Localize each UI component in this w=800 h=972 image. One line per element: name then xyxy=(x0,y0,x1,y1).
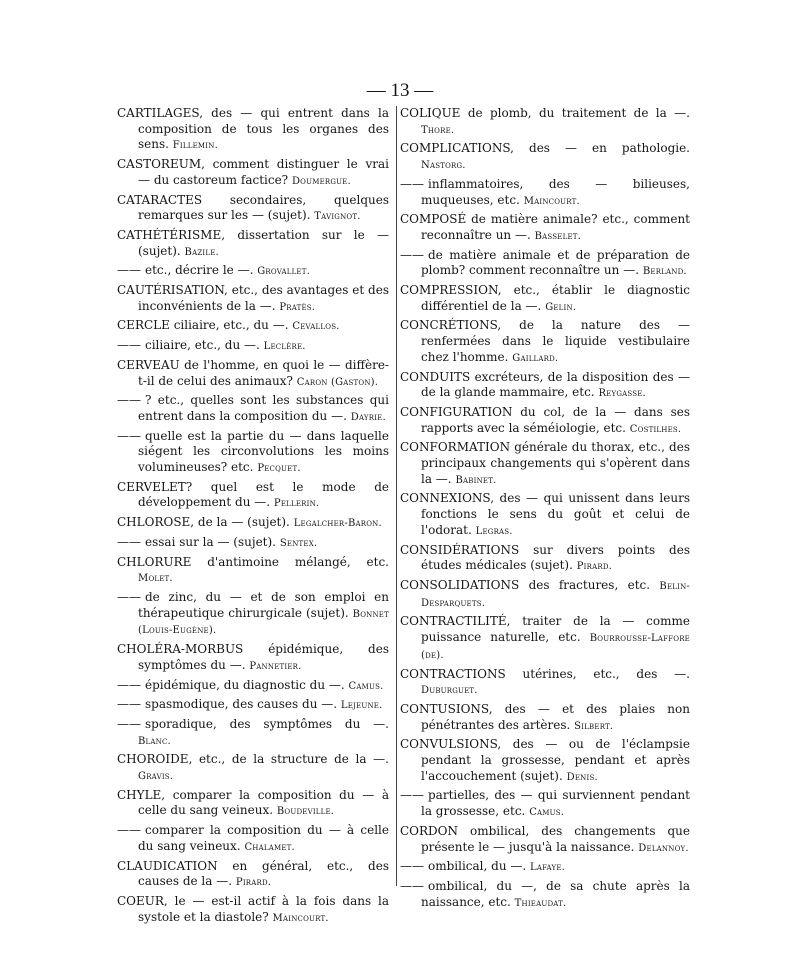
entry-author: Basselet. xyxy=(534,230,582,242)
entry-author: Thore. xyxy=(421,124,455,136)
repeat-dash: —— xyxy=(117,589,141,604)
entry-text: etc., décrire le —. xyxy=(145,263,254,278)
index-entry xyxy=(117,535,389,552)
entry-author: Caron (Gaston). xyxy=(296,376,379,388)
entry-author: Belin-Desparquets. xyxy=(421,580,690,609)
entry-text: ? etc., quelles sont les substances qui entrent dans la composition du —. xyxy=(138,393,389,423)
index-entry xyxy=(400,824,690,856)
entry-text: quelle est la partie du — dans laquelle siégent les circonvolutions les moins volumineuses? etc. xyxy=(138,428,389,475)
entry-text: CONVULSIONS, des — ou de l'éclampsie pendant la grossesse, pendant et après l'accouchement (sujet). xyxy=(400,737,690,783)
entry-text: CATHÉTÉRISME, dissertation sur le — (sujet). xyxy=(117,227,389,258)
entry-text: CONNEXIONS, des — qui unissent dans leurs fonctions le sens du goût et celui de l'odorat. xyxy=(400,491,690,537)
entry-text: CONCRÉTIONS, de la nature des — renfermées dans le liquide vestibulaire chez l'homme. xyxy=(400,318,690,364)
index-entry xyxy=(117,358,389,390)
entry-text: CONSIDÉRATIONS sur divers points des études médicales (sujet). xyxy=(400,542,690,573)
index-entry xyxy=(117,515,389,532)
entry-text: de matière animale et de préparation de plomb? comment reconnaître un —. xyxy=(421,247,690,278)
entry-author: Chalamet. xyxy=(244,841,295,853)
index-entry xyxy=(117,788,389,820)
entry-author: Thieaudat. xyxy=(514,897,567,909)
entry-text: essai sur la — (sujet). xyxy=(145,534,276,549)
entry-author: Nastorg. xyxy=(421,160,466,172)
entry-text: CHOROIDE, etc., de la structure de la —. xyxy=(117,752,389,767)
entry-text: partielles, des — qui surviennent pendant la grossesse, etc. xyxy=(421,788,690,819)
page-number: — 13 — xyxy=(366,80,434,101)
index-entry xyxy=(117,157,389,189)
entry-author: Berland. xyxy=(642,266,687,278)
entry-text: COLIQUE de plomb, du traitement de la —. xyxy=(400,106,690,120)
entry-author: Pellerin. xyxy=(273,498,320,510)
entry-author: Leclère. xyxy=(263,341,306,353)
entry-text: de zinc, du — et de son emploi en thérapeutique chirurgicale (sujet). xyxy=(138,589,389,620)
entry-author: Babinet. xyxy=(455,474,497,486)
index-entry xyxy=(400,879,690,911)
index-entry xyxy=(400,614,690,663)
index-entry xyxy=(117,318,389,335)
index-entry xyxy=(400,248,690,280)
entry-author: Gravis. xyxy=(138,771,174,783)
entry-author: Bazile. xyxy=(184,246,219,258)
entry-text: comparer la composition du — à celle du sang veineux. xyxy=(138,823,389,853)
repeat-dash: —— xyxy=(400,176,424,191)
index-entry xyxy=(400,318,690,366)
entry-text: CLAUDICATION en général, etc., des causes de la —. xyxy=(117,858,389,889)
entry-text: CONTUSIONS, des — et des plaies non pénétrantes des artères. xyxy=(400,701,690,732)
entry-author: Pratès. xyxy=(279,301,316,313)
entry-text: CONTRACTILITÉ, traiter de la — comme puissance naturelle, etc. xyxy=(400,614,690,645)
repeat-dash: —— xyxy=(117,823,141,838)
index-entry xyxy=(400,212,690,244)
entry-text: spasmodique, des causes du —. xyxy=(145,697,338,712)
index-entry xyxy=(117,823,389,855)
repeat-dash: —— xyxy=(117,338,141,353)
index-entry xyxy=(117,752,389,784)
index-entry xyxy=(117,590,389,639)
entry-author: Bonnet (Louis-Eugène). xyxy=(138,608,389,637)
entry-text: sporadique, des symptômes du —. xyxy=(145,716,389,731)
right-column xyxy=(400,106,690,914)
index-entry xyxy=(117,642,389,674)
index-entry xyxy=(117,393,389,425)
entry-author: Doumergue. xyxy=(291,175,351,187)
repeat-dash: —— xyxy=(117,716,141,731)
index-entry xyxy=(117,106,389,154)
entry-text: COMPOSÉ de matière animale? etc., comment reconnaître un —. xyxy=(400,212,690,242)
entry-text: CONFIGURATION du col, de la — dans ses rapports avec la séméiologie, etc. xyxy=(400,404,690,435)
index-entry xyxy=(400,491,690,539)
entry-author: Lejeune. xyxy=(340,700,383,712)
entry-author: Pirard. xyxy=(576,561,613,573)
entry-author: Tavignot. xyxy=(314,211,361,223)
entry-author: Costilhes. xyxy=(629,423,682,435)
entry-author: Boudeville. xyxy=(276,806,335,818)
entry-author: Reygasse. xyxy=(598,388,646,400)
entry-author: Pecquet. xyxy=(257,463,301,475)
index-entry xyxy=(117,193,389,225)
index-entry xyxy=(400,737,690,785)
entry-text: CONFORMATION générale du thorax, etc., des principaux changements qui s'opèrent dans la —. xyxy=(400,440,690,486)
entry-text: ciliaire, etc., du —. xyxy=(145,338,260,353)
entry-author: Fillemin. xyxy=(172,140,218,152)
entry-text: CHLORURE d'antimoine mélangé, etc. xyxy=(117,554,389,569)
index-entry xyxy=(117,678,389,695)
entry-text: CERVEAU de l'homme, en quoi le — diffère-t-il de celui des animaux? xyxy=(117,357,389,388)
index-entry xyxy=(117,429,389,477)
entry-author: Blanc. xyxy=(138,735,171,747)
index-entry xyxy=(400,543,690,575)
entry-author: Delannoy. xyxy=(638,842,689,854)
entry-author: Gelin. xyxy=(545,301,577,313)
entry-author: Molet. xyxy=(138,573,173,585)
entry-text: COEUR, le — est-il actif à la fois dans la systole et la diastole? xyxy=(117,893,389,924)
index-entry xyxy=(400,177,690,209)
entry-text: CORDON ombilical, des changements que présente le — jusqu'à la naissance. xyxy=(400,823,690,854)
index-entry xyxy=(400,440,690,488)
repeat-dash: —— xyxy=(400,859,424,874)
entry-author: Maincourt. xyxy=(523,195,580,207)
entry-author: Pannetier. xyxy=(249,660,302,672)
index-entry xyxy=(400,283,690,315)
index-entry xyxy=(117,555,389,587)
index-entry xyxy=(117,894,389,926)
repeat-dash: —— xyxy=(400,878,424,893)
entry-text: inflammatoires, des — bilieuses, muqueuses, etc. xyxy=(421,176,690,207)
entry-author: Maincourt. xyxy=(272,912,329,924)
index-entry xyxy=(400,667,690,699)
index-entry xyxy=(117,480,389,512)
index-entry xyxy=(400,405,690,437)
repeat-dash: —— xyxy=(117,677,141,692)
entry-text: CONTRACTIONS utérines, etc., des —. xyxy=(400,666,690,681)
entry-text: CONDUITS excréteurs, de la disposition des — de la glande mammaire, etc. xyxy=(400,369,690,400)
entry-author: Bourrousse-Laffore (de). xyxy=(421,633,690,661)
column-divider xyxy=(396,106,397,886)
entry-author: Grovallet. xyxy=(257,266,310,278)
index-entry xyxy=(117,338,389,355)
entry-author: Camus. xyxy=(348,680,384,692)
index-entry xyxy=(400,702,690,734)
repeat-dash: —— xyxy=(117,534,141,549)
index-entry xyxy=(117,859,389,891)
repeat-dash: —— xyxy=(117,263,141,278)
entry-text: CATARACTES secondaires, quelques remarques sur les — (sujet). xyxy=(117,192,389,223)
entry-text: CAUTÉRISATION, etc., des avantages et des inconvénients de la —. xyxy=(117,283,389,313)
repeat-dash: —— xyxy=(117,428,141,443)
index-entry xyxy=(400,578,690,611)
entry-text: COMPRESSION, etc., établir le diagnostic différentiel de la —. xyxy=(400,283,690,313)
entry-author: Pirard. xyxy=(235,877,272,889)
index-entry xyxy=(117,697,389,714)
entry-text: COMPLICATIONS, des — en pathologie. xyxy=(400,141,690,156)
entry-author: Duburguet. xyxy=(421,685,478,697)
index-entry xyxy=(400,106,690,138)
entry-text: CHYLE, comparer la composition du — à celle du sang veineux. xyxy=(117,787,389,818)
entry-author: Camus. xyxy=(529,807,565,819)
entry-author: Sentex. xyxy=(279,537,318,549)
index-entry xyxy=(400,859,690,876)
index-entry xyxy=(117,263,389,280)
entry-text: CONSOLIDATIONS des fractures, etc. xyxy=(400,577,651,592)
entry-text: ombilical, du —. xyxy=(428,859,527,874)
entry-text: CHLOROSE, de la — (sujet). xyxy=(117,515,290,530)
entry-author: Gaillard. xyxy=(512,352,559,364)
entry-text: CHOLÉRA-MORBUS épidémique, des symptômes du —. xyxy=(117,642,389,672)
repeat-dash: —— xyxy=(117,697,141,712)
index-entry xyxy=(117,283,389,315)
index-entry xyxy=(400,141,690,173)
index-entry xyxy=(400,788,690,820)
entry-text: CERCLE ciliaire, etc., du —. xyxy=(117,318,289,333)
repeat-dash: —— xyxy=(400,247,424,262)
entry-author: Legalcher-Baron. xyxy=(293,518,382,530)
repeat-dash: —— xyxy=(400,788,424,803)
entry-text: épidémique, du diagnostic du —. xyxy=(145,677,345,692)
entry-text: CASTOREUM, comment distinguer le vrai — du castoreum factice? xyxy=(117,157,389,187)
entry-author: Legras. xyxy=(475,525,513,537)
left-column xyxy=(117,106,389,929)
index-entry xyxy=(117,228,389,260)
entry-author: Lafaye. xyxy=(530,862,566,874)
entry-author: Denis. xyxy=(566,771,598,783)
index-entry xyxy=(400,370,690,402)
entry-text: CERVELET? quel est le mode de développement du —. xyxy=(117,479,389,510)
entry-text: ombilical, du —, de sa chute après la naissance, etc. xyxy=(421,878,690,909)
entry-author: Cevallos. xyxy=(292,321,340,333)
index-entry xyxy=(117,717,389,749)
entry-author: Silbert. xyxy=(574,720,614,732)
entry-text: CARTILAGES, des — qui entrent dans la composition de tous les organes des sens. xyxy=(117,106,389,152)
entry-author: Dayrie. xyxy=(350,411,386,423)
repeat-dash: —— xyxy=(117,393,141,408)
